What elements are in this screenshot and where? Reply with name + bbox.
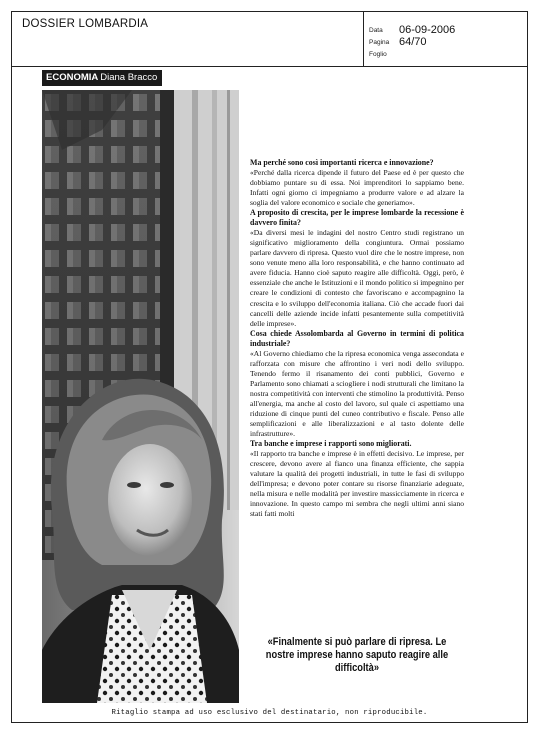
pull-quote: «Finalmente si può parlare di ripresa. Le nostre imprese hanno saputo reagire alle difficoltà»: [265, 636, 449, 675]
answer-3: «Al Governo chiediamo che la ripresa economica venga assecondata e rafforzata con misure che affrontino i veri nodi dello sviluppo. Tenendo fermo il risanamento dei conti pubblici, Governo e Parlamento sono chiamati a sciogliere i nodi strutturali che limitano la nostra competitività con interventi che stimolino la produttività. Penso all'energia, ma anche al costo del lavoro, sul quale ci aspettiamo una riduzione di cinque punti del cuneo contributivo e fiscale. Penso alle semplificazioni e alle liberalizzazioni e al tasto dolente delle infrastrutture».: [250, 348, 464, 439]
publication-title: DOSSIER LOMBARDIA: [22, 18, 149, 30]
section-name: ECONOMIA: [46, 72, 99, 83]
question-2: A proposito di crescita, per le imprese lombarde la recessione è davvero finita?: [250, 208, 464, 228]
portrait-photo: [42, 90, 239, 703]
question-3: Cosa chiede Assolombarda al Governo in termini di politica industriale?: [250, 328, 464, 348]
question-1: Ma perché sono così importanti ricerca e innovazione?: [250, 158, 434, 167]
page-value: 64/70: [399, 36, 427, 48]
answer-2: «Da diversi mesi le indagini del nostro Centro studi registrano un significativo miglioramento della congiuntura. Ormai possiamo parlare davvero di ripresa. Questo vuol dire che le nostre imprese, non sono venute meno alla loro responsabilità, e che hanno continuato ad avere fiducia. Hanno cioè saputo reagire alle difficoltà. Oggi, però, è essenziale che anche le Istituzioni e il mondo politico si impegnino per creare le condizioni di contesto che favoriscano e accompagnino la crescita e lo sviluppo dell'economia italiana. Ciò che accade fuori dai cancelli delle aziende incide infatti pesantemente sulla competitività delle imprese».: [250, 228, 464, 328]
page-label: Pagina: [369, 39, 390, 46]
answer-1: «Perché dalla ricerca dipende il futuro del Paese ed è per questo che dobbiamo puntare su di essa. Noi imprenditori lo sappiamo bene. Infatti ogni giorno ci impegniamo a produrre valore e ad alzare la soglia del valore economico e sociale che generiamo».: [250, 168, 464, 208]
date-label: Data: [369, 27, 383, 34]
answer-4: «Il rapporto tra banche e imprese è in effetti decisivo. Le imprese, per crescere, devono avere al fianco una finanza efficiente, che sappia valutare la qualità dei progetti industriali, in tutte le fasi di sviluppo dell'impresa; e devono poter contare su risorse finanziarie adeguate, nella misura e nelle modalità per investire massicciamente in ricerca e innovazione. In questo campo mi sembra che negli ultimi anni siano stati fatti molti: [250, 449, 464, 519]
question-4: Tra banche e imprese i rapporti sono migliorati.: [250, 439, 412, 449]
article-body: [250, 158, 464, 519]
date-value: 06-09-2006: [399, 24, 456, 36]
section-author: Diana Bracco: [100, 72, 158, 83]
section-bar: [42, 70, 162, 86]
header-divider: [363, 11, 364, 66]
sheet-label: Foglio: [369, 51, 387, 58]
reproduction-notice: Ritaglio stampa ad uso esclusivo del destinatario, non riproducibile.: [111, 709, 428, 717]
